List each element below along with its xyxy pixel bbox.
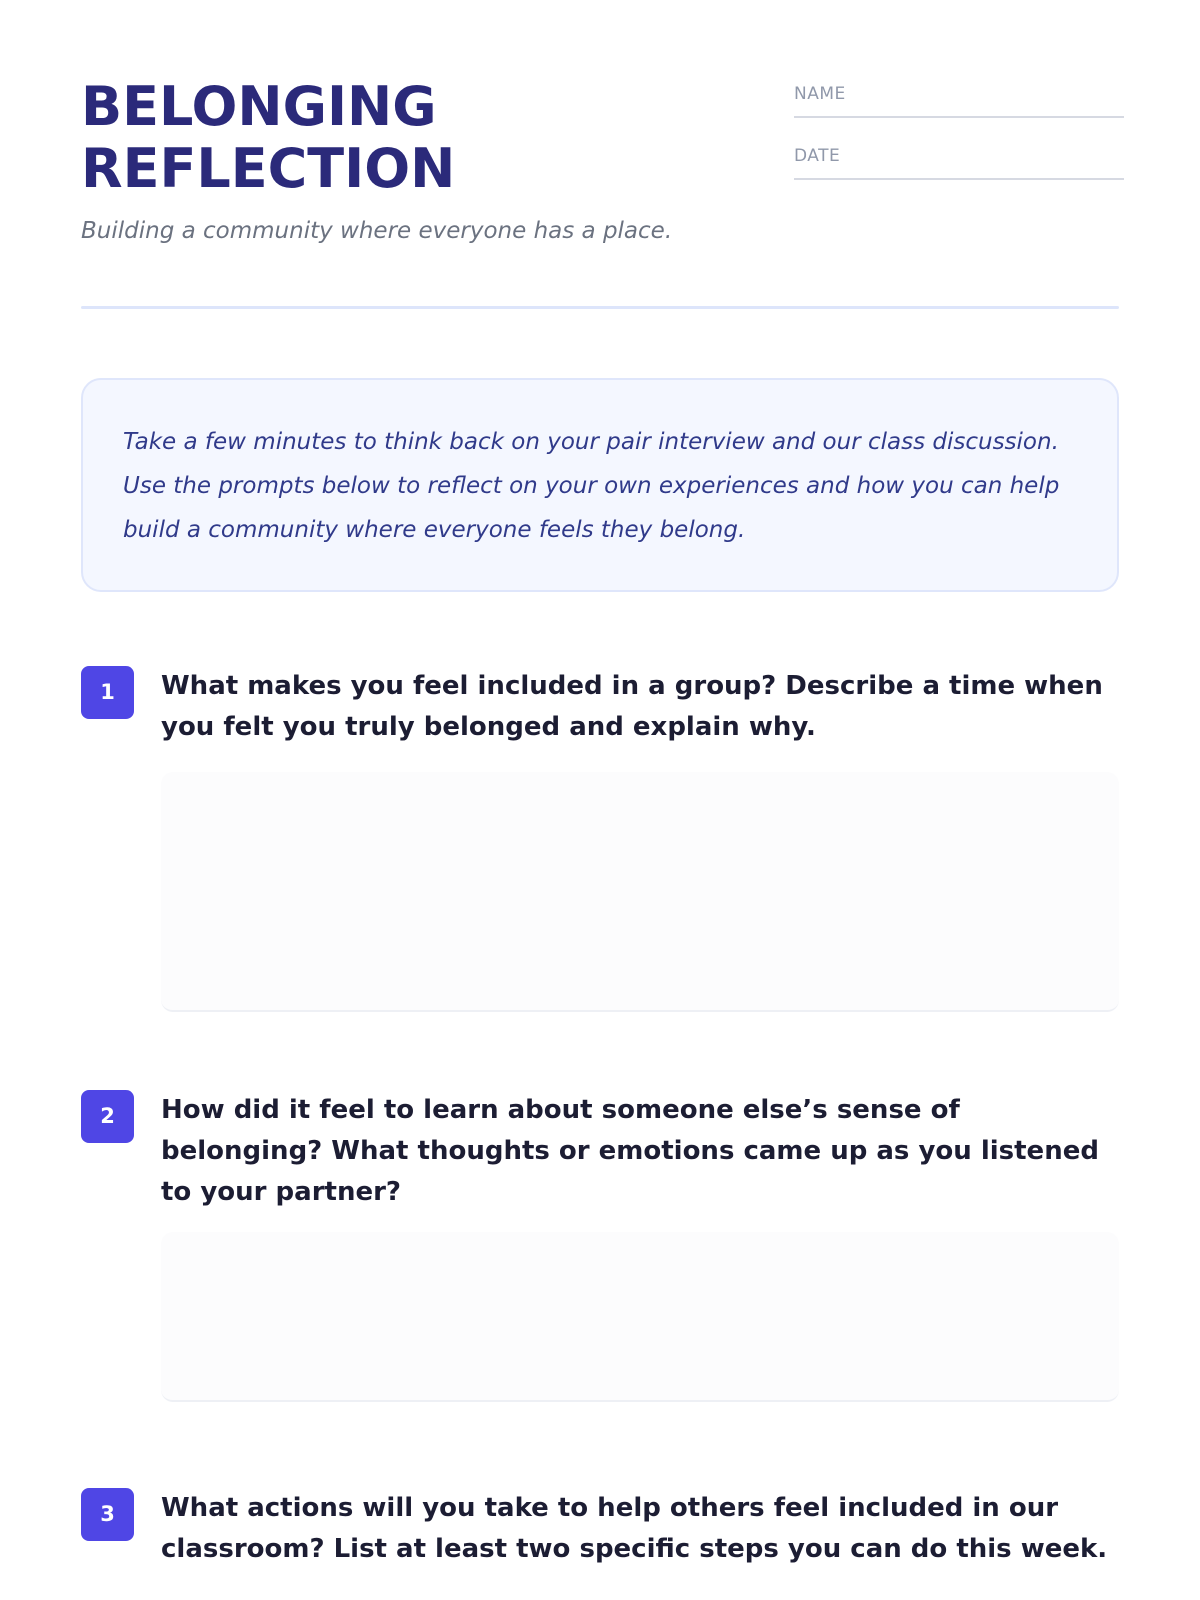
question-number-badge: 1 <box>81 666 134 719</box>
question-1 <box>81 666 1119 1026</box>
worksheet-header <box>81 0 1119 310</box>
date-field <box>794 142 1124 180</box>
question-text: What actions will you take to help others feel included in our classroom? List at least two specific steps you can do this week. <box>161 1493 1108 1564</box>
answer-area-2[interactable] <box>161 1232 1119 1402</box>
question-2 <box>81 1090 1119 1420</box>
question-number-badge: 2 <box>81 1090 134 1143</box>
instructions-box <box>81 378 1119 592</box>
question-number-badge: 3 <box>81 1488 134 1541</box>
question-text: What makes you feel included in a group? Describe a time when you felt you truly belonged and explain why. <box>161 671 1103 742</box>
date-input[interactable] <box>856 142 1124 178</box>
instructions-text: Take a few minutes to think back on your pair interview and our class discussion. Use the prompts below to reflect on your own experiences and how you can help build a community where everyone feels they belong. <box>123 429 1060 543</box>
date-label: DATE <box>794 146 841 166</box>
title-line-2: REFLECTION <box>81 137 456 200</box>
answer-area-1[interactable] <box>161 772 1119 1012</box>
question-text: How did it feel to learn about someone else’s sense of belonging? What thoughts or emotions came up as you listened to your partner? <box>161 1095 1099 1207</box>
worksheet-subtitle: Building a community where everyone has a place. <box>81 218 673 244</box>
name-input[interactable] <box>856 80 1124 116</box>
name-label: NAME <box>794 84 846 104</box>
student-info-fields <box>794 80 1124 204</box>
name-field <box>794 80 1124 118</box>
title-line-1: BELONGING <box>81 75 437 138</box>
question-3 <box>81 1488 1119 1600</box>
header-divider <box>81 306 1119 309</box>
worksheet-title <box>81 76 455 200</box>
